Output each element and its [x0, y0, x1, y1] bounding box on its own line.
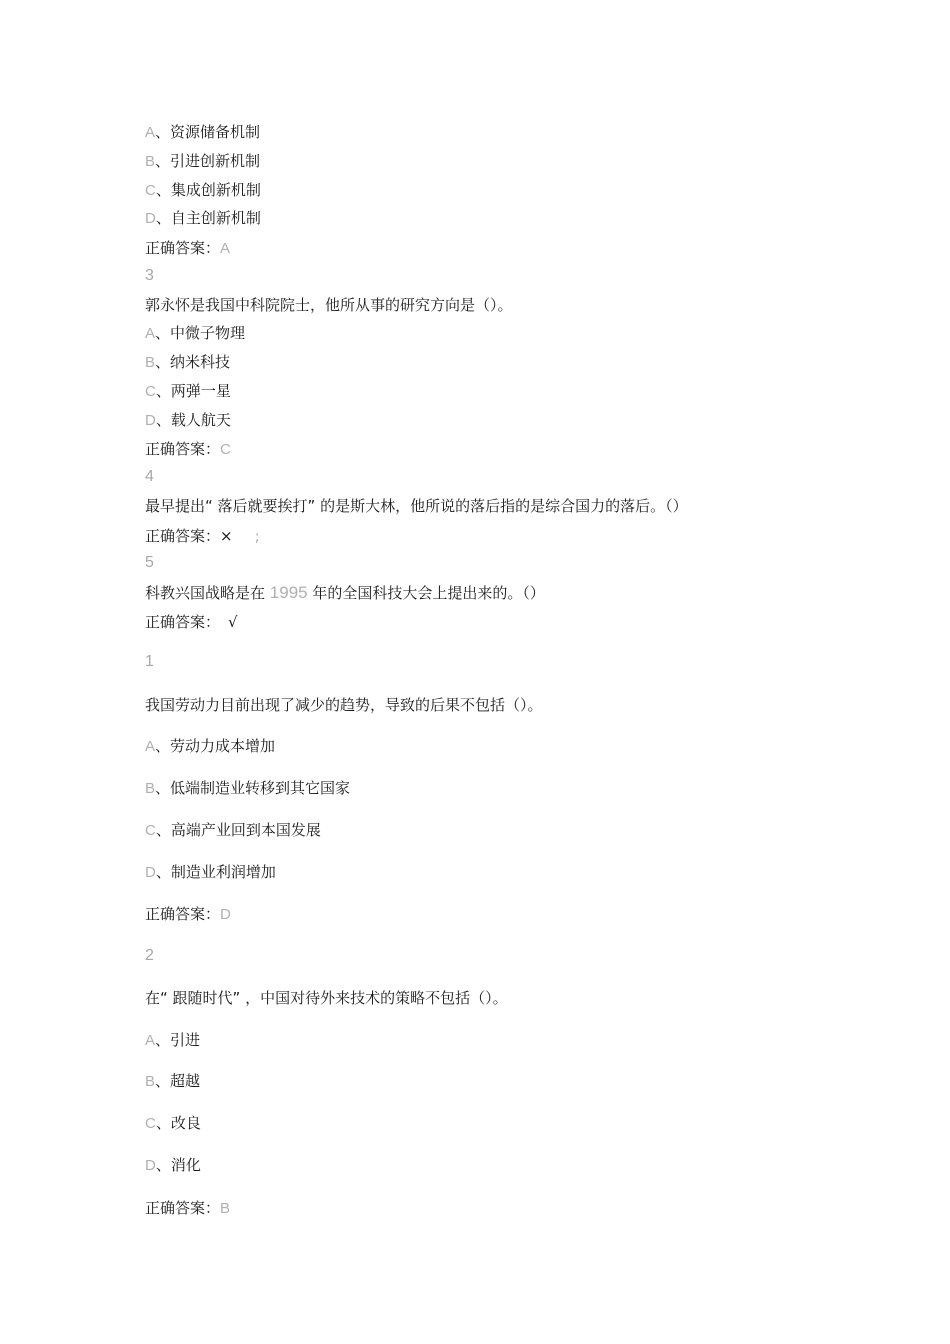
- question-number: 3: [145, 267, 154, 284]
- option-letter: D: [145, 210, 156, 227]
- answer-line: [145, 526, 260, 546]
- option-text: 、高端产业回到本国发展: [155, 821, 321, 839]
- question-stem: 我国劳动力目前出现了减少的趋势，导致的后果不包括（）。: [145, 696, 543, 714]
- answer-line: [145, 238, 230, 258]
- option-a: [145, 122, 260, 142]
- question-stem: 在“ 跟随时代” ，中国对待外来技术的策略不包括（）。: [145, 989, 508, 1007]
- option-letter: A: [145, 325, 156, 342]
- option-c: [145, 180, 261, 200]
- option-letter: D: [145, 1157, 156, 1174]
- option-text: 、纳米科技: [155, 353, 231, 371]
- option-text: 、制造业利润增加: [155, 863, 276, 881]
- option-text: 、低端制造业转移到其它国家: [155, 779, 351, 797]
- option-text: 、引进: [155, 1031, 201, 1049]
- answer-label: 正确答案：: [145, 1199, 221, 1217]
- answer-label: 正确答案：: [145, 527, 221, 545]
- answer-value: A: [220, 240, 231, 257]
- option-text: 、两弹一星: [155, 382, 231, 400]
- option-d: [145, 1155, 201, 1175]
- option-text: 、引进创新机制: [155, 152, 261, 170]
- option-letter: D: [145, 412, 156, 429]
- option-text: 、载人航天: [155, 411, 231, 429]
- question-number: 2: [145, 947, 154, 964]
- answer-line: [145, 1198, 230, 1218]
- option-c: [145, 381, 231, 401]
- option-letter: A: [145, 1032, 156, 1049]
- option-text: 、劳动力成本增加: [155, 737, 276, 755]
- option-d: [145, 410, 231, 430]
- option-d: [145, 208, 261, 228]
- option-text: 、消化: [155, 1156, 201, 1174]
- answer-label: 正确答案：: [145, 613, 221, 631]
- answer-value: C: [220, 441, 231, 458]
- answer-label: 正确答案：: [145, 905, 221, 923]
- option-letter: C: [145, 822, 156, 839]
- question-stem: 最早提出“ 落后就要挨打” 的是斯大林，他所说的落后指的是综合国力的落后。（）: [145, 497, 688, 515]
- answer-line: [145, 439, 231, 459]
- option-c: [145, 1113, 201, 1133]
- answer-suffix: ;: [254, 527, 260, 545]
- answer-value: B: [220, 1200, 231, 1217]
- option-a: [145, 323, 245, 343]
- option-a: [145, 736, 275, 756]
- option-c: [145, 820, 321, 840]
- option-text: 、超越: [155, 1072, 201, 1090]
- option-b: [145, 352, 230, 372]
- answer-line: [145, 904, 231, 924]
- question-stem: 郭永怀是我国中科院院士，他所从事的研究方向是（）。: [145, 296, 513, 314]
- option-a: [145, 1030, 200, 1050]
- option-text: 、中微子物理: [155, 324, 246, 342]
- option-b: [145, 1071, 200, 1091]
- option-letter: A: [145, 738, 156, 755]
- answer-line: [145, 612, 238, 632]
- option-text: 、集成创新机制: [155, 181, 261, 199]
- answer-label: 正确答案：: [145, 239, 221, 257]
- question-stem-year: 1995: [269, 583, 308, 602]
- option-text: 、资源储备机制: [155, 123, 261, 141]
- question-number: 5: [145, 554, 154, 571]
- option-b: [145, 778, 350, 798]
- answer-value: D: [220, 906, 231, 923]
- option-d: [145, 862, 276, 882]
- option-b: [145, 151, 260, 171]
- option-letter: B: [145, 1073, 156, 1090]
- answer-value: √: [228, 613, 238, 631]
- option-letter: B: [145, 354, 156, 371]
- option-text: 、改良: [155, 1114, 201, 1132]
- question-stem: [145, 583, 545, 603]
- option-letter: C: [145, 1115, 156, 1132]
- option-letter: C: [145, 383, 156, 400]
- option-letter: C: [145, 182, 156, 199]
- option-letter: A: [145, 124, 156, 141]
- option-letter: B: [145, 780, 156, 797]
- answer-label: 正确答案：: [145, 440, 221, 458]
- option-letter: D: [145, 864, 156, 881]
- option-letter: B: [145, 153, 156, 170]
- question-number: 4: [145, 468, 154, 485]
- question-stem-after: 年的全国科技大会上提出来的。（）: [307, 584, 545, 602]
- answer-value: ×: [220, 527, 233, 545]
- question-stem-before: 科教兴国战略是在: [145, 584, 270, 602]
- question-number: 1: [145, 653, 154, 670]
- option-text: 、自主创新机制: [155, 209, 261, 227]
